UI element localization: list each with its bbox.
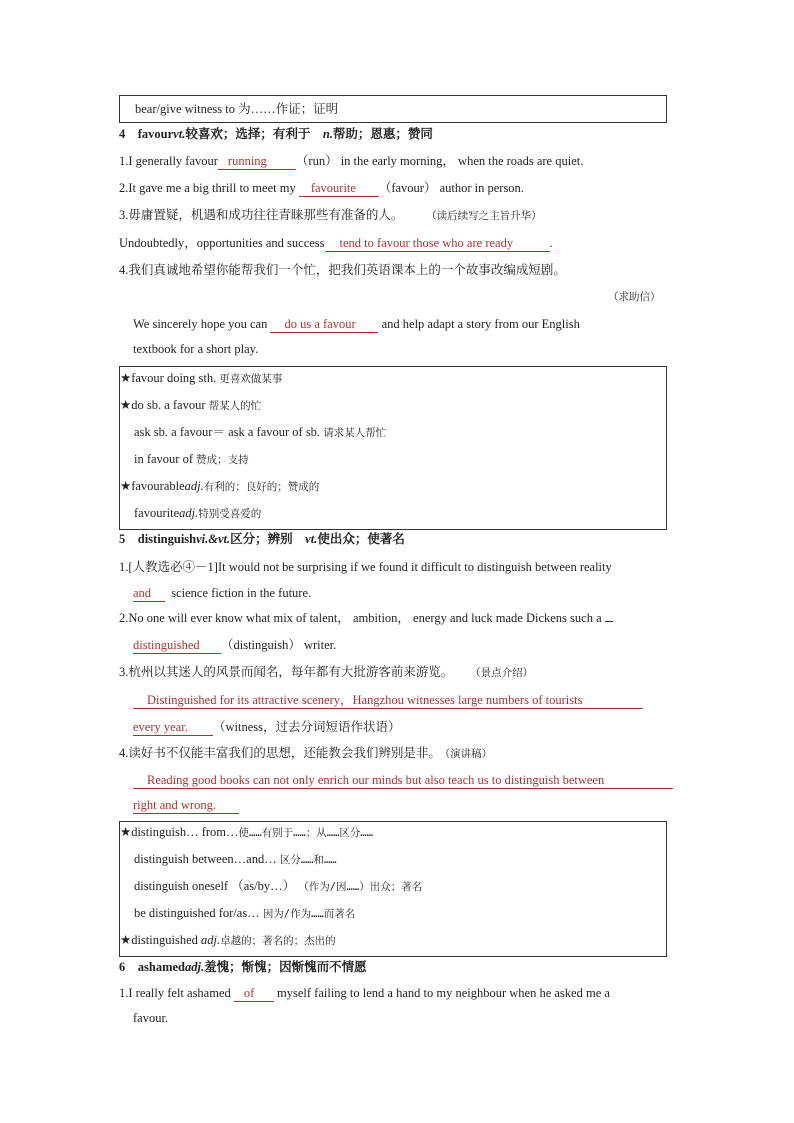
phrase-be-distinguished: be distinguished for/as… 因为/作为……而著名 (134, 906, 356, 920)
entry-meaning: 帮助；恩惠；赞同 (332, 127, 433, 141)
entry-meaning: 使出众；使著名 (317, 532, 405, 546)
entry-pos: n. (322, 127, 333, 141)
note-bear-witness: bear/give witness to 为……作证；证明 (135, 102, 339, 116)
source-tag: （求助信） (608, 291, 661, 303)
sentence-5-4-zh: 4.读好书不仅能丰富我们的思想，还能教会我们辨别是非。 （演讲稿） (119, 746, 493, 760)
answer-blank: every year. (133, 720, 213, 736)
answer-blank: Distinguished for its attractive scenery，Hangzhou witnesses large numbers of tourists (133, 693, 643, 709)
sentence-5-1-cont: and science fiction in the future. (133, 586, 312, 600)
favour-phrases-box (119, 366, 667, 530)
source-tag: （景点介绍） (475, 667, 534, 679)
entry-meaning: 较喜欢；选择；有利于 (185, 127, 311, 141)
sentence-4-2: 2.It gave me a big thrill to meet my favourite （favour） author in person. (119, 181, 524, 195)
phrase-distinguished-adj: ★distinguished adj.卓越的；著名的；杰出的 (120, 933, 336, 947)
phrase-distinguish-from: ★distinguish… from…使……有别于……；从……区分…… (120, 825, 374, 839)
sentence-5-3-zh: 3.杭州以其迷人的风景而闻名，每年都有大批游客前来游览。 （景点介绍） (119, 665, 534, 679)
phrase-do-sb-a-favour: ★do sb. a favour 帮某人的忙 (120, 398, 262, 412)
answer-blank: right and wrong. (133, 798, 239, 814)
distinguish-phrases-box (119, 821, 667, 957)
answer-blank: and (133, 586, 165, 602)
entry-5-heading (119, 531, 405, 547)
phrase-in-favour-of: in favour of 赞成；支持 (134, 452, 249, 466)
sentence-4-1: 1.I generally favour running （run） in the early morning， when the roads are quiet. (119, 154, 584, 168)
answer-blank: distinguished (133, 638, 221, 654)
sentence-5-2-cont: distinguished （distinguish） writer. (133, 638, 337, 652)
entry-number: 4 (119, 127, 126, 141)
entry-pos: vt. (173, 127, 186, 141)
entry-pos: adj. (184, 960, 205, 974)
sentence-5-4-en-cont (133, 797, 239, 814)
source-tag: （演讲稿） (444, 748, 493, 760)
phrase-distinguish-oneself: distinguish oneself （as/by…） （作为/因……）出众；著名 (134, 879, 423, 893)
entry-meaning: 羞愧；惭愧；因惭愧而不情愿 (204, 960, 367, 974)
entry-word: distinguish (137, 532, 197, 546)
sentence-5-4-en (133, 772, 673, 789)
entry-number: 6 (119, 960, 126, 974)
answer-blank: of (234, 986, 274, 1002)
phrase-ask-a-favour: ask sb. a favour＝ ask a favour of sb. 请求某人帮忙 (134, 425, 387, 439)
entry-word: ashamed (137, 960, 185, 974)
answer-blank: favourite (299, 181, 379, 197)
phrase-distinguish-between: distinguish between…and… 区分……和…… (134, 852, 337, 866)
entry-meaning: 区分；辨别 (230, 532, 293, 546)
sentence-4-4-zh: 4.我们真诚地希望你能帮我们一个忙，把我们英语课本上的一个故事改编成短剧。 (119, 263, 566, 277)
sentence-6-1: 1.I really felt ashamed of myself failing to lend a hand to my neighbour when he asked me a (119, 986, 610, 1000)
entry-number: 5 (119, 532, 126, 546)
answer-blank: Reading good books can not only enrich our minds but also teach us to distinguish between (133, 773, 673, 789)
answer-blank: running (218, 154, 296, 170)
sentence-5-1: 1.[人教选必④－1]It would not be surprising if we found it difficult to distinguish between reality (119, 560, 612, 574)
phrase-favourable: ★favourableadj.有利的；良好的；赞成的 (120, 479, 320, 493)
sentence-5-2: 2.No one will ever know what mix of talent， ambition， energy and luck made Dickens such a (119, 610, 613, 626)
sentence-4-3-zh: 3.毋庸置疑，机遇和成功往往青睐那些有准备的人。 （读后续写之主旨升华） (119, 208, 542, 222)
top-note-box (119, 95, 667, 123)
entry-4-heading (119, 126, 433, 142)
sentence-5-3-en-cont: every year. （witness，过去分词短语作状语） (133, 720, 401, 734)
entry-6-heading (119, 959, 367, 975)
phrase-favourite: favouriteadj.特别受喜爱的 (134, 506, 262, 520)
sentence-4-4-en: We sincerely hope you can do us a favour and help adapt a story from our English (133, 317, 580, 331)
sentence-4-4-en-cont: textbook for a short play. (133, 342, 259, 356)
phrase-favour-doing: ★favour doing sth. 更喜欢做某事 (120, 371, 283, 385)
entry-pos: vt. (305, 532, 318, 546)
sentence-5-3-en (133, 692, 643, 709)
answer-blank: tend to favour those who are ready (325, 236, 550, 252)
entry-pos: vi.&vt. (196, 532, 231, 546)
source-tag: （读后续写之主旨升华） (431, 210, 542, 222)
sentence-6-1-cont: favour. (133, 1011, 169, 1025)
entry-word: favour (137, 127, 174, 141)
answer-blank: do us a favour (270, 317, 378, 333)
sentence-4-3-en: Undoubtedly，opportunities and success tend to favour those who are ready . (119, 236, 553, 250)
